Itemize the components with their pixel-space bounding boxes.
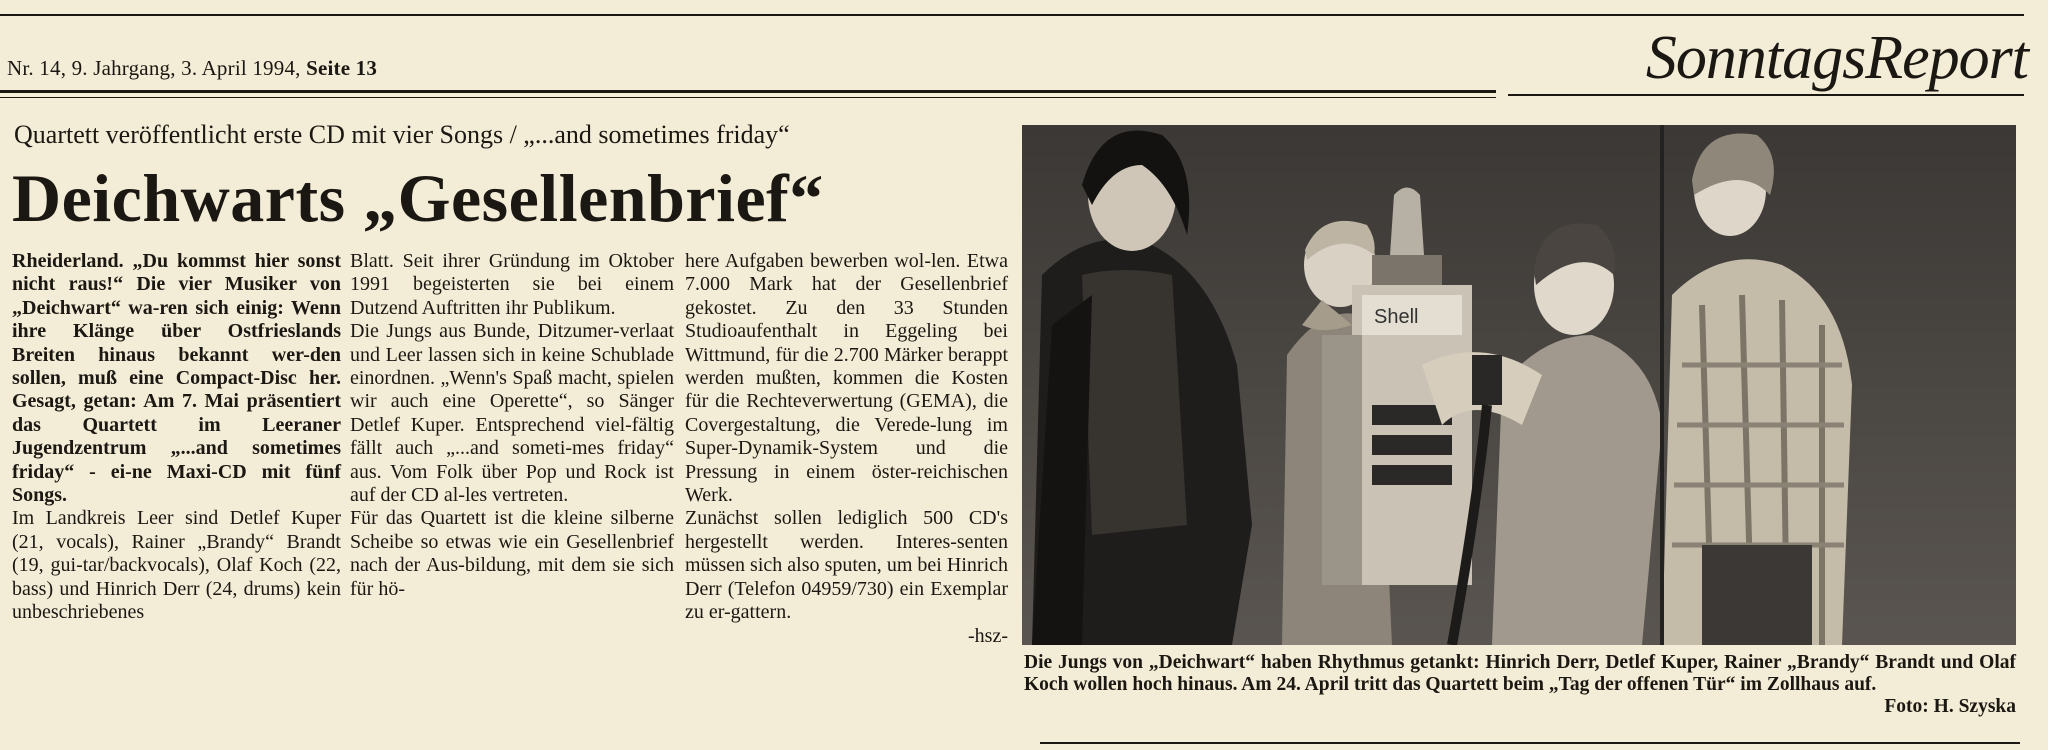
article-kicker: Quartett veröffentlicht erste CD mit vier Songs / „...and sometimes friday“: [14, 120, 790, 149]
body-paragraph: Im Landkreis Leer sind Detlef Kuper (21, vocals), Rainer „Brandy“ Brandt (19, gui-tar/backvocals), Olaf Koch (22, bass) und Hinrich Derr (24, drums) kein unbeschriebenes: [12, 507, 341, 624]
body-paragraph: Blatt. Seit ihrer Gründung im Oktober 1991 begeisterten sie bei einem Dutzend Auftritten ihr Publikum.: [350, 250, 674, 319]
photo-credit: Foto: H. Szyska: [1884, 696, 2016, 717]
issue-line: [7, 56, 377, 81]
band-photo: [1022, 125, 2016, 645]
page-number: Seite 13: [306, 56, 378, 80]
author-signature: -hsz-: [968, 624, 1008, 647]
article-column-2: [350, 250, 674, 601]
body-paragraph: Die Jungs aus Bunde, Ditzumer-verlaat und Leer lassen sich in keine Schublade einordnen. „Wenn's Spaß macht, spielen wir auch eine Operette“, so Sänger Detlef Kuper. Entsprechend viel-fältig fällt auch „...and someti-mes friday“ aus. Vom Folk über Pop und Rock ist auf der CD al-les vertreten.: [350, 320, 674, 507]
masthead-title: SonntagsReport: [1645, 24, 2028, 92]
header-rule-thin: [0, 97, 1496, 98]
body-paragraph: here Aufgaben bewerben wol-len. Etwa 7.000 Mark hat der Gesellenbrief gekostet. Zu den 33 Stunden Studioaufenthalt in Eggeling bei Wittmund, für die 2.700 Märker berappt werden mußten, kommen die Kosten für die Rechteverwertung (GEMA), die Covergestaltung, die Verede-lung im Super-Dynamik-System und die Pressung in einem öster-reichischen Werk.: [685, 250, 1008, 507]
lead-paragraph: Rheiderland. „Du kommst hier sonst nicht raus!“ Die vier Musiker von „Deichwart“ wa-ren sich einig: Wenn ihre Klänge über Ostfrieslands Breiten hinaus bekannt wer-den sollen, muß eine Compact-Disc her. Gesagt, getan: Am 7. Mai präsentiert das Quartett im Leeraner Jugendzentrum „...and sometimes friday“ - ei-ne Maxi-CD mit fünf Songs.: [12, 250, 341, 507]
body-paragraph: Zunächst sollen lediglich 500 CD's hergestellt werden. Interes-senten müssen sich also sputen, um bei Hinrich Derr (Telefon 04959/730) ein Exemplar zu er-gattern.: [685, 507, 1008, 624]
article-column-1: [12, 250, 341, 625]
photo-caption: [1024, 652, 2016, 718]
article-column-3: [685, 250, 1008, 648]
band-photo-illustration: [1022, 125, 2016, 645]
body-paragraph: Für das Quartett ist die kleine silberne Scheibe so etwas wie ein Gesellenbrief nach der Aus-bildung, mit dem sie sich für hö-: [350, 507, 674, 600]
pump-sign-text: Shell: [1374, 306, 1419, 328]
caption-text: Die Jungs von „Deichwart“ haben Rhythmus getankt: Hinrich Derr, Detlef Kuper, Rainer „Brandy“ Brandt und Olaf Koch wollen hoch hinaus. Am 24. April tritt das Quartett beim „Tag der offenen Tür“ im Zollhaus auf.: [1024, 652, 2016, 695]
article-headline: Deichwarts „Gesellenbrief“: [12, 160, 824, 236]
header-rule-thick: [0, 90, 1496, 93]
issue-info: Nr. 14, 9. Jahrgang, 3. April 1994,: [7, 56, 301, 80]
top-rule: [0, 14, 2024, 16]
bottom-rule: [1040, 742, 2020, 744]
